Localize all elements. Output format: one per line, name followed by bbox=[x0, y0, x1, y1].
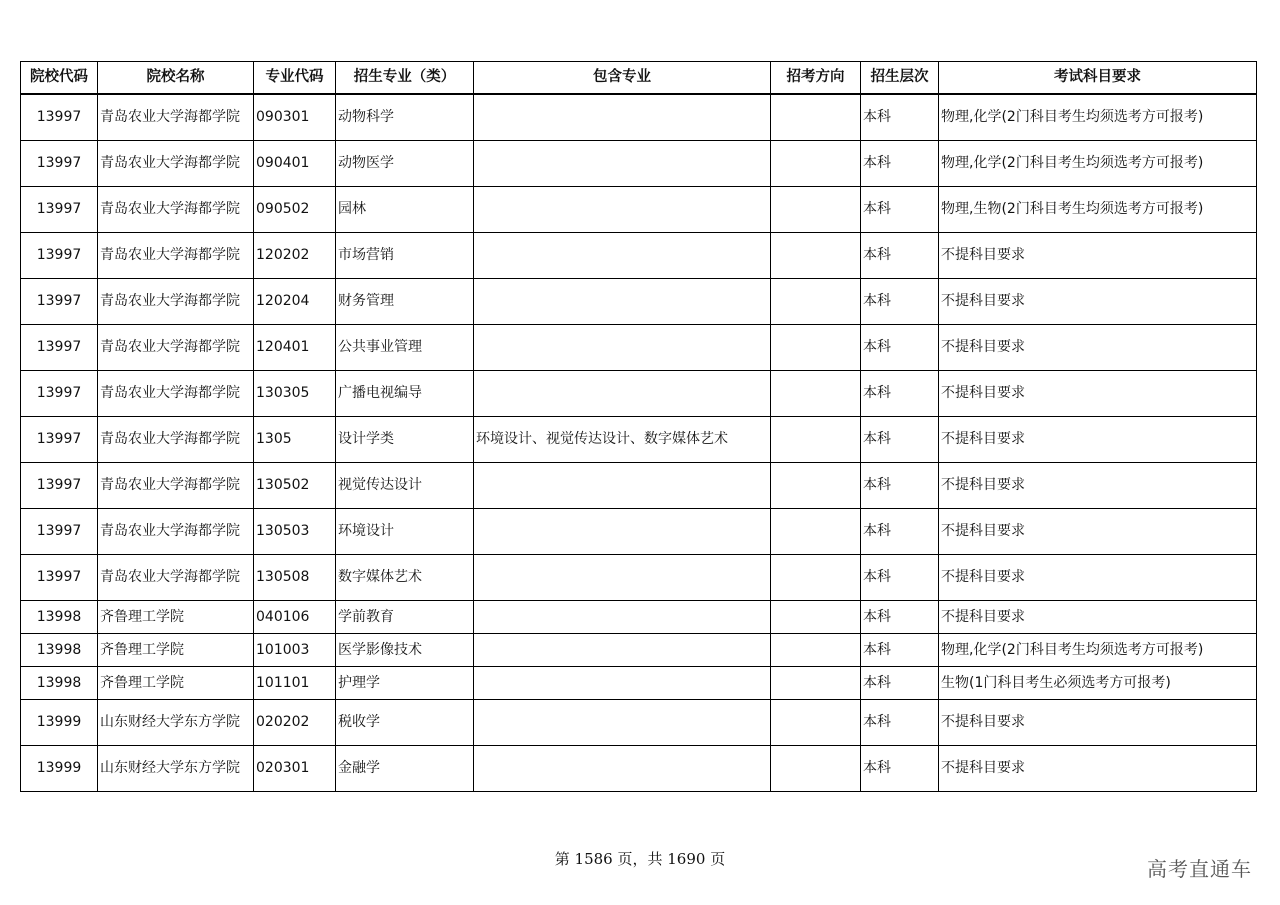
cell-school-name: 青岛农业大学海都学院 bbox=[98, 325, 254, 371]
cell-direction bbox=[771, 601, 861, 634]
table-row bbox=[21, 746, 1257, 792]
table-row bbox=[21, 187, 1257, 233]
cell-major-code: 130503 bbox=[254, 509, 336, 555]
cell-direction bbox=[771, 325, 861, 371]
cell-included-majors bbox=[474, 509, 771, 555]
cell-major-code: 020202 bbox=[254, 700, 336, 746]
cell-subject-requirement: 不提科目要求 bbox=[939, 509, 1257, 555]
cell-subject-requirement: 物理,化学(2门科目考生均须选考方可报考) bbox=[939, 94, 1257, 141]
header-subject-requirement: 考试科目要求 bbox=[939, 62, 1257, 95]
cell-included-majors bbox=[474, 667, 771, 700]
cell-included-majors bbox=[474, 371, 771, 417]
cell-school-code: 13998 bbox=[21, 667, 98, 700]
cell-level: 本科 bbox=[861, 325, 939, 371]
cell-major-code: 090401 bbox=[254, 141, 336, 187]
cell-school-name: 青岛农业大学海都学院 bbox=[98, 463, 254, 509]
cell-included-majors bbox=[474, 141, 771, 187]
cell-level: 本科 bbox=[861, 634, 939, 667]
cell-included-majors bbox=[474, 746, 771, 792]
cell-direction bbox=[771, 555, 861, 601]
cell-major: 视觉传达设计 bbox=[336, 463, 474, 509]
cell-major: 广播电视编导 bbox=[336, 371, 474, 417]
cell-major: 环境设计 bbox=[336, 509, 474, 555]
cell-major-code: 090502 bbox=[254, 187, 336, 233]
cell-major-code: 120401 bbox=[254, 325, 336, 371]
cell-major: 园林 bbox=[336, 187, 474, 233]
table-row bbox=[21, 509, 1257, 555]
cell-level: 本科 bbox=[861, 463, 939, 509]
cell-school-name: 齐鲁理工学院 bbox=[98, 634, 254, 667]
table-row bbox=[21, 601, 1257, 634]
cell-subject-requirement: 物理,化学(2门科目考生均须选考方可报考) bbox=[939, 141, 1257, 187]
table-row bbox=[21, 634, 1257, 667]
cell-level: 本科 bbox=[861, 555, 939, 601]
cell-direction bbox=[771, 94, 861, 141]
cell-level: 本科 bbox=[861, 279, 939, 325]
cell-level: 本科 bbox=[861, 417, 939, 463]
cell-major: 金融学 bbox=[336, 746, 474, 792]
cell-major: 税收学 bbox=[336, 700, 474, 746]
cell-major: 动物医学 bbox=[336, 141, 474, 187]
cell-school-code: 13997 bbox=[21, 141, 98, 187]
cell-school-name: 青岛农业大学海都学院 bbox=[98, 141, 254, 187]
cell-school-name: 青岛农业大学海都学院 bbox=[98, 509, 254, 555]
cell-subject-requirement: 不提科目要求 bbox=[939, 463, 1257, 509]
cell-major-code: 020301 bbox=[254, 746, 336, 792]
cell-direction bbox=[771, 187, 861, 233]
table-header-row bbox=[21, 62, 1257, 95]
cell-level: 本科 bbox=[861, 187, 939, 233]
cell-level: 本科 bbox=[861, 371, 939, 417]
cell-major: 数字媒体艺术 bbox=[336, 555, 474, 601]
cell-school-name: 齐鲁理工学院 bbox=[98, 601, 254, 634]
cell-included-majors bbox=[474, 187, 771, 233]
cell-included-majors bbox=[474, 94, 771, 141]
cell-subject-requirement: 不提科目要求 bbox=[939, 746, 1257, 792]
header-school-code: 院校代码 bbox=[21, 62, 98, 95]
cell-school-code: 13997 bbox=[21, 325, 98, 371]
cell-level: 本科 bbox=[861, 601, 939, 634]
table-row bbox=[21, 417, 1257, 463]
cell-direction bbox=[771, 634, 861, 667]
table-row bbox=[21, 325, 1257, 371]
cell-school-code: 13997 bbox=[21, 463, 98, 509]
table-body bbox=[21, 94, 1257, 792]
table-row bbox=[21, 279, 1257, 325]
header-level: 招生层次 bbox=[861, 62, 939, 95]
cell-direction bbox=[771, 417, 861, 463]
cell-subject-requirement: 不提科目要求 bbox=[939, 417, 1257, 463]
cell-school-name: 山东财经大学东方学院 bbox=[98, 746, 254, 792]
cell-major-code: 101101 bbox=[254, 667, 336, 700]
table-row bbox=[21, 233, 1257, 279]
table-row bbox=[21, 555, 1257, 601]
cell-school-code: 13997 bbox=[21, 371, 98, 417]
cell-subject-requirement: 生物(1门科目考生必须选考方可报考) bbox=[939, 667, 1257, 700]
cell-direction bbox=[771, 233, 861, 279]
cell-subject-requirement: 不提科目要求 bbox=[939, 325, 1257, 371]
cell-direction bbox=[771, 279, 861, 325]
cell-level: 本科 bbox=[861, 667, 939, 700]
cell-major-code: 120204 bbox=[254, 279, 336, 325]
cell-level: 本科 bbox=[861, 141, 939, 187]
cell-major-code: 120202 bbox=[254, 233, 336, 279]
cell-direction bbox=[771, 746, 861, 792]
header-major: 招生专业（类） bbox=[336, 62, 474, 95]
table-row bbox=[21, 371, 1257, 417]
cell-school-name: 青岛农业大学海都学院 bbox=[98, 279, 254, 325]
watermark-text: 高考直通车 bbox=[1147, 857, 1252, 881]
cell-included-majors bbox=[474, 233, 771, 279]
cell-school-code: 13997 bbox=[21, 555, 98, 601]
cell-level: 本科 bbox=[861, 233, 939, 279]
cell-school-code: 13997 bbox=[21, 279, 98, 325]
cell-subject-requirement: 不提科目要求 bbox=[939, 555, 1257, 601]
cell-school-code: 13999 bbox=[21, 700, 98, 746]
cell-direction bbox=[771, 371, 861, 417]
table-row bbox=[21, 667, 1257, 700]
cell-included-majors bbox=[474, 601, 771, 634]
cell-major: 动物科学 bbox=[336, 94, 474, 141]
cell-included-majors bbox=[474, 463, 771, 509]
cell-direction bbox=[771, 667, 861, 700]
cell-level: 本科 bbox=[861, 509, 939, 555]
cell-subject-requirement: 不提科目要求 bbox=[939, 700, 1257, 746]
cell-included-majors bbox=[474, 634, 771, 667]
cell-school-name: 青岛农业大学海都学院 bbox=[98, 94, 254, 141]
cell-school-name: 青岛农业大学海都学院 bbox=[98, 187, 254, 233]
cell-major-code: 040106 bbox=[254, 601, 336, 634]
cell-level: 本科 bbox=[861, 94, 939, 141]
cell-subject-requirement: 不提科目要求 bbox=[939, 601, 1257, 634]
cell-school-code: 13998 bbox=[21, 601, 98, 634]
header-school-name: 院校名称 bbox=[98, 62, 254, 95]
cell-level: 本科 bbox=[861, 746, 939, 792]
cell-school-name: 齐鲁理工学院 bbox=[98, 667, 254, 700]
cell-included-majors bbox=[474, 555, 771, 601]
cell-direction bbox=[771, 463, 861, 509]
cell-school-name: 青岛农业大学海都学院 bbox=[98, 555, 254, 601]
cell-major-code: 090301 bbox=[254, 94, 336, 141]
cell-major: 护理学 bbox=[336, 667, 474, 700]
cell-major-code: 130508 bbox=[254, 555, 336, 601]
cell-included-majors bbox=[474, 279, 771, 325]
table-row bbox=[21, 94, 1257, 141]
page-number: 第 1586 页，共 1690 页 bbox=[554, 850, 726, 868]
cell-school-code: 13997 bbox=[21, 94, 98, 141]
header-included-majors: 包含专业 bbox=[474, 62, 771, 95]
cell-direction bbox=[771, 700, 861, 746]
cell-school-name: 青岛农业大学海都学院 bbox=[98, 417, 254, 463]
table-row bbox=[21, 463, 1257, 509]
cell-school-code: 13999 bbox=[21, 746, 98, 792]
cell-school-name: 青岛农业大学海都学院 bbox=[98, 233, 254, 279]
cell-subject-requirement: 不提科目要求 bbox=[939, 371, 1257, 417]
cell-major: 设计学类 bbox=[336, 417, 474, 463]
admissions-table bbox=[20, 61, 1257, 792]
cell-school-name: 青岛农业大学海都学院 bbox=[98, 371, 254, 417]
cell-major-code: 101003 bbox=[254, 634, 336, 667]
cell-included-majors: 环境设计、视觉传达设计、数字媒体艺术 bbox=[474, 417, 771, 463]
cell-major: 公共事业管理 bbox=[336, 325, 474, 371]
header-direction: 招考方向 bbox=[771, 62, 861, 95]
cell-major: 医学影像技术 bbox=[336, 634, 474, 667]
cell-school-code: 13997 bbox=[21, 187, 98, 233]
cell-school-code: 13998 bbox=[21, 634, 98, 667]
cell-major-code: 1305 bbox=[254, 417, 336, 463]
table-row bbox=[21, 700, 1257, 746]
cell-school-name: 山东财经大学东方学院 bbox=[98, 700, 254, 746]
cell-subject-requirement: 不提科目要求 bbox=[939, 279, 1257, 325]
cell-direction bbox=[771, 509, 861, 555]
cell-major-code: 130502 bbox=[254, 463, 336, 509]
cell-subject-requirement: 物理,生物(2门科目考生均须选考方可报考) bbox=[939, 187, 1257, 233]
cell-major-code: 130305 bbox=[254, 371, 336, 417]
cell-school-code: 13997 bbox=[21, 417, 98, 463]
cell-subject-requirement: 物理,化学(2门科目考生均须选考方可报考) bbox=[939, 634, 1257, 667]
cell-major: 市场营销 bbox=[336, 233, 474, 279]
cell-major: 财务管理 bbox=[336, 279, 474, 325]
cell-school-code: 13997 bbox=[21, 233, 98, 279]
cell-major: 学前教育 bbox=[336, 601, 474, 634]
cell-direction bbox=[771, 141, 861, 187]
cell-level: 本科 bbox=[861, 700, 939, 746]
cell-included-majors bbox=[474, 325, 771, 371]
table-row bbox=[21, 141, 1257, 187]
cell-included-majors bbox=[474, 700, 771, 746]
cell-school-code: 13997 bbox=[21, 509, 98, 555]
cell-subject-requirement: 不提科目要求 bbox=[939, 233, 1257, 279]
header-major-code: 专业代码 bbox=[254, 62, 336, 95]
